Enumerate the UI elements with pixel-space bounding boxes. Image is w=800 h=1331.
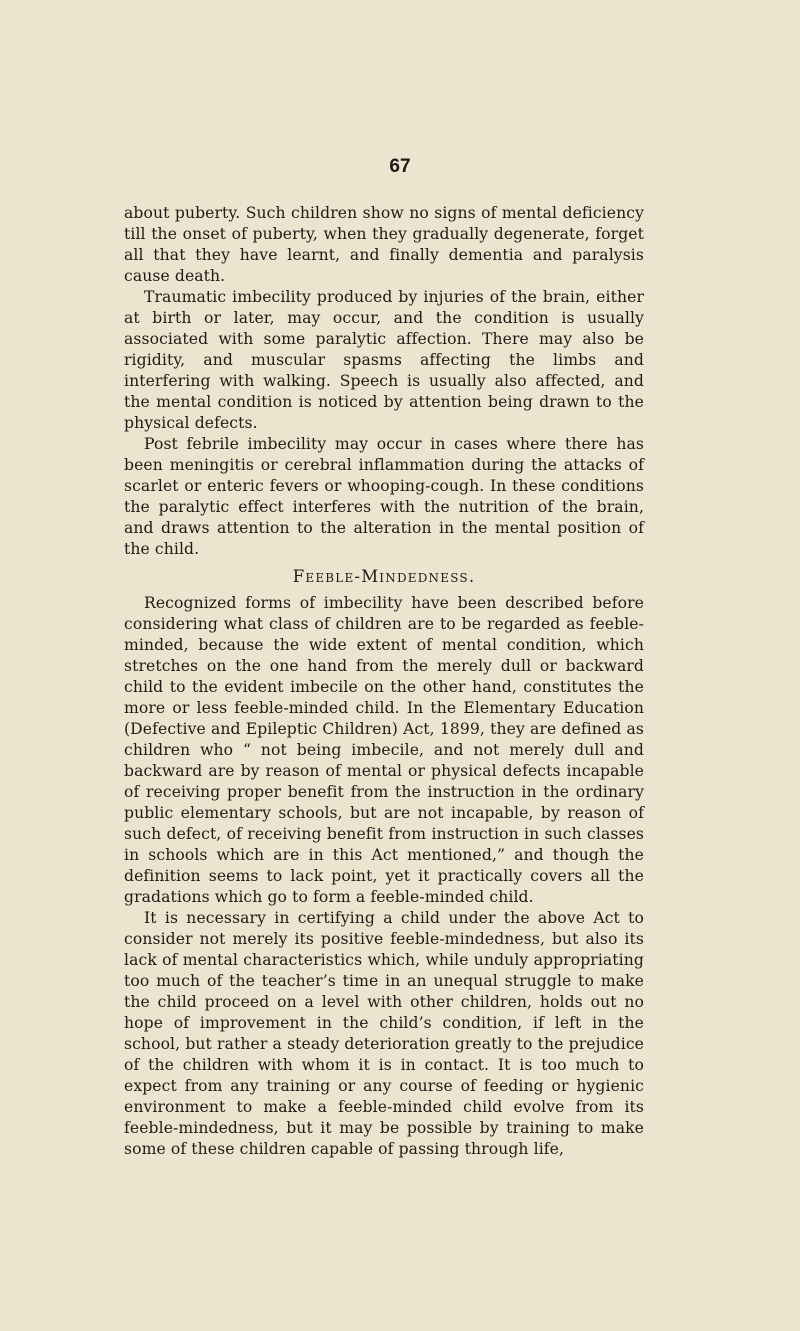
paragraph-recognized-forms: Recognized forms of imbecility have been described before considering what class of children are to be regarded as feeble-minded, because the wide extent of mental condition, which stretches on the one hand from the merely dull or backward child to the evident imbecile on the other hand, constitutes the more or less feeble-minded child. In the Elementary Education (Defective and Epileptic Children) Act, 1899, they are defined as children who “ not being imbecile, and not merely dull and backward are by reason of mental or physical defects incapable of receiving proper benefit from the instruction in the ordinary public elementary schools, but are not incapable, by reason of such defect, of receiving benefit from instruction in such classes in schools which are in this Act mentioned,” and though the definition seems to lack point, yet it practically covers all the gradations which go to form a feeble-minded child. xyxy=(124,594,644,906)
paragraph-certifying: It is necessary in certifying a child under the above Act to consider not merely its positive feeble-mindedness, but also its lack of mental characteristics which, while unduly appropriating too much of the teacher’s time in an unequal struggle to make the child proceed on a level with other children, holds out no hope of improvement in the child’s condition, if left in the school, but rather a steady deterioration greatly to the prejudice of the children with whom it is in contact. It is too much to expect from any training or any course of feeding or hygienic environment to make a feeble-minded child evolve from its feeble-mindedness, but it may be possible by training to make some of these children capable of passing through life, xyxy=(124,909,644,1158)
section-heading: Feeble-Mindedness. xyxy=(292,567,476,586)
paragraph-post-febrile-imbecility: Post febrile imbecility may occur in cases where there has been meningitis or cerebral inflammation during the attacks of scarlet or enteric fevers or whooping-cough. In these conditions the paralytic effect interferes with the nutrition of the brain, and draws attention to the alteration in the mental position of the child. xyxy=(124,435,644,558)
page-number: 67 xyxy=(389,156,411,177)
paragraph-traumatic-imbecility: Traumatic imbecility produced by injuries of the brain, either at birth or later, may occur, and the condition is usually associated with some paralytic affection. There may also be rigidity, and muscular spasms affecting the limbs and interfering with walking. Speech is usually also affected, and the mental condition is noticed by attention being drawn to the physical defects. xyxy=(124,288,644,432)
body-text xyxy=(124,203,644,1160)
paragraph-puberty-degeneration: about puberty. Such children show no signs of mental deficiency till the onset of puberty, when they gradually degenerate, forget all that they have learnt, and finally dementia and paralysis cause death. xyxy=(124,204,644,285)
